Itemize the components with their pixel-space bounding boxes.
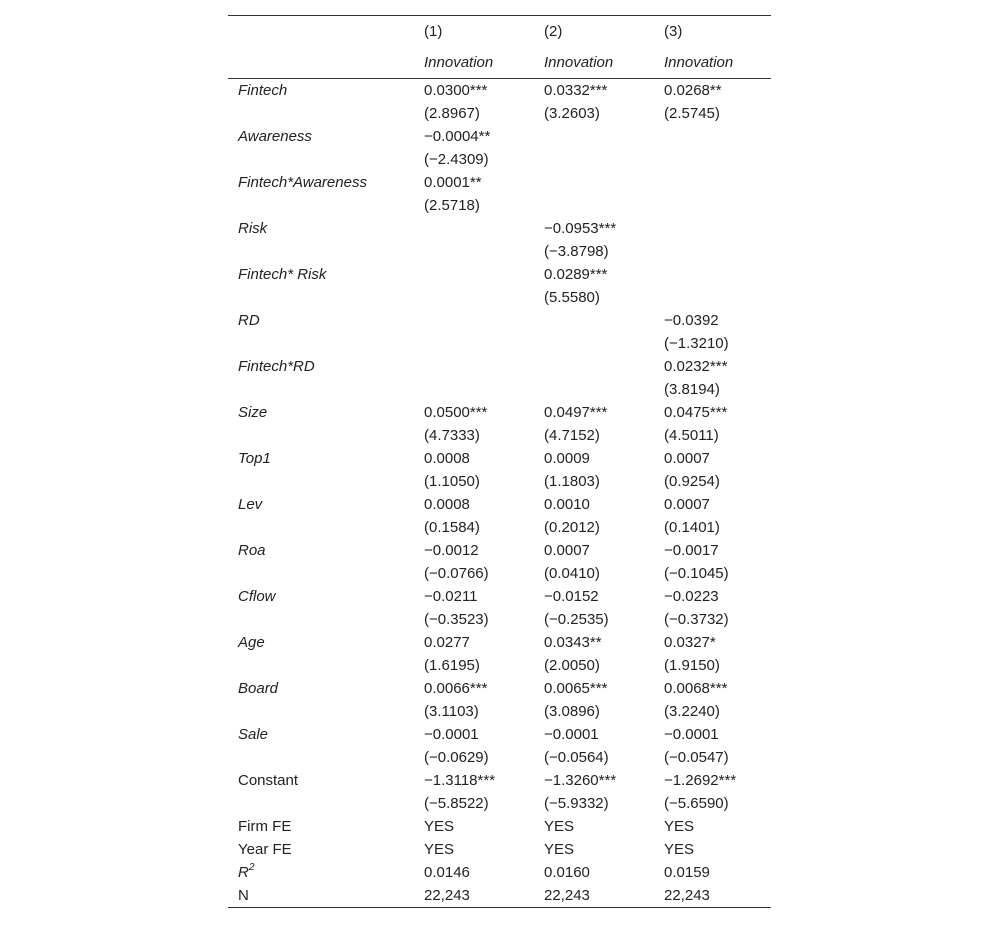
regression-table [228,15,771,908]
t-statistic-cell [411,332,531,355]
t-statistic-cell [651,194,771,217]
coefficient-cell: −0.0001 [664,726,719,743]
coefficient-row [228,447,771,470]
coefficient-cell [651,125,771,148]
t-statistic-cell: (−0.0547) [664,749,729,766]
t-statistic-row [228,332,771,355]
coefficient-cell: −1.3260*** [544,772,617,789]
footer-row-year-fe [228,838,771,861]
empty-label-cell [228,286,411,309]
observations-value: 22,243 [651,884,771,908]
t-statistic-row [228,654,771,677]
coefficient-row [228,677,771,700]
t-statistic-cell: (−5.8522) [424,795,489,812]
t-statistic-cell: (−1.3210) [664,335,729,352]
t-statistic-cell: (5.5580) [544,289,600,306]
t-statistic-cell: (0.1401) [664,519,720,536]
variable-label: Risk [238,220,268,237]
regression-table-container [228,15,771,908]
t-statistic-row [228,746,771,769]
coefficient-cell: −0.0001 [424,726,479,743]
t-statistic-row [228,148,771,171]
t-statistic-row [228,470,771,493]
t-statistic-cell: (1.9150) [664,657,720,674]
coefficient-cell: 0.0001** [424,174,482,191]
coefficient-cell: 0.0007 [544,542,590,559]
dependent-variable: Innovation [651,47,771,79]
coefficient-row [228,539,771,562]
variable-label: Roa [238,542,266,559]
t-statistic-cell: (2.5745) [664,105,720,122]
r-squared-value: 0.0146 [424,864,470,881]
coefficient-cell: 0.0066*** [424,680,488,697]
coefficient-cell [651,217,771,240]
t-statistic-cell: (−0.3732) [664,611,729,628]
variable-label: Board [238,680,279,697]
footer-row-firm-fe [228,815,771,838]
observations-value: 22,243 [531,884,651,908]
t-statistic-cell: (−0.0766) [424,565,489,582]
empty-label-cell [228,654,411,677]
fe-value: YES [664,841,695,858]
coefficient-cell [531,171,651,194]
t-statistic-cell: (1.6195) [424,657,480,674]
coefficient-cell: 0.0475*** [664,404,728,421]
empty-label-cell [228,746,411,769]
empty-label-cell [228,240,411,263]
coefficient-cell: −0.0211 [424,588,478,605]
t-statistic-cell [411,240,531,263]
t-statistic-row [228,516,771,539]
t-statistic-cell [531,148,651,171]
t-statistic-row [228,424,771,447]
variable-label: Size [238,404,268,421]
t-statistic-cell: (1.1050) [424,473,480,490]
coefficient-cell: 0.0007 [664,450,710,467]
t-statistic-cell: (−5.9332) [544,795,609,812]
coefficient-cell [651,263,771,286]
t-statistic-cell: (−5.6590) [664,795,729,812]
variable-label: Age [238,634,265,651]
coefficient-cell: 0.0289*** [544,266,608,283]
t-statistic-cell: (1.1803) [544,473,600,490]
variable-label: Fintech*Awareness [238,174,367,191]
coefficient-cell: 0.0008 [424,450,470,467]
t-statistic-row [228,792,771,815]
r-squared-label: R [238,864,249,881]
r-squared-value: 0.0159 [664,864,710,881]
coefficient-row [228,217,771,240]
empty-label-cell [228,378,411,401]
empty-label-cell [228,102,411,125]
t-statistic-cell: (3.8194) [664,381,720,398]
coefficient-cell: −0.0953*** [544,220,617,237]
t-statistic-cell: (0.0410) [544,565,600,582]
t-statistic-cell: (0.2012) [544,519,600,536]
coefficient-cell: 0.0010 [544,496,590,513]
empty-label-cell [228,608,411,631]
empty-label-cell [228,332,411,355]
coefficient-cell: −0.0152 [544,588,599,605]
coefficient-cell [411,309,531,332]
coefficient-cell: −1.3118*** [424,772,496,789]
coefficient-row [228,585,771,608]
t-statistic-row [228,378,771,401]
coefficient-row [228,309,771,332]
coefficient-cell: −0.0004** [424,128,491,145]
coefficient-cell: 0.0500*** [424,404,488,421]
coefficient-cell: 0.0009 [544,450,590,467]
footer-row-r-squared [228,861,771,884]
coefficient-cell: −0.0223 [664,588,719,605]
observations-value: 22,243 [411,884,531,908]
t-statistic-cell: (2.5718) [424,197,480,214]
t-statistic-cell: (−0.2535) [544,611,609,628]
variable-label: Sale [238,726,269,743]
coefficient-cell: 0.0300*** [424,82,488,99]
t-statistic-cell [531,194,651,217]
coefficient-cell [411,217,531,240]
coefficient-cell [411,355,531,378]
t-statistic-cell: (4.7333) [424,427,480,444]
t-statistic-row [228,194,771,217]
variable-label: Awareness [238,128,312,145]
coefficient-cell: 0.0008 [424,496,470,513]
t-statistic-cell: (3.1103) [424,703,479,720]
t-statistic-cell: (−0.3523) [424,611,489,628]
row-label [228,861,411,884]
variable-label: Fintech*RD [238,358,315,375]
variable-label: Lev [238,496,263,513]
coefficient-cell [531,355,651,378]
header-empty-cell [228,47,411,79]
coefficient-cell: 0.0497*** [544,404,608,421]
coefficient-row [228,125,771,148]
t-statistic-cell: (3.0896) [544,703,600,720]
empty-label-cell [228,148,411,171]
coefficient-cell: 0.0332*** [544,82,608,99]
header-empty-cell [228,16,411,48]
coefficient-cell: −0.0017 [664,542,719,559]
t-statistic-row [228,562,771,585]
column-number: (2) [531,16,651,48]
column-number: (3) [651,16,771,48]
t-statistic-cell [411,286,531,309]
column-number-row [228,16,771,48]
empty-label-cell [228,792,411,815]
t-statistic-cell: (2.8967) [424,105,480,122]
dependent-variable-row [228,47,771,79]
coefficient-cell: 0.0065*** [544,680,608,697]
t-statistic-cell: (−0.0564) [544,749,609,766]
fe-value: YES [424,818,455,835]
coefficient-cell [651,171,771,194]
coefficient-cell: 0.0343** [544,634,602,651]
coefficient-cell [531,309,651,332]
fe-value: YES [544,841,575,858]
variable-label: Cflow [238,588,276,605]
dependent-variable: Innovation [531,47,651,79]
t-statistic-cell: (0.9254) [664,473,720,490]
t-statistic-row [228,700,771,723]
t-statistic-cell [651,286,771,309]
t-statistic-cell: (−3.8798) [544,243,609,260]
t-statistic-cell: (−2.4309) [424,151,489,168]
empty-label-cell [228,562,411,585]
fe-value: YES [424,841,455,858]
coefficient-row [228,631,771,654]
coefficient-cell: 0.0232*** [664,358,728,375]
fe-value: YES [664,818,695,835]
t-statistic-cell: (2.0050) [544,657,600,674]
coefficient-row [228,723,771,746]
row-label: N [228,884,411,908]
r-squared-superscript: 2 [248,862,255,873]
t-statistic-row [228,240,771,263]
coefficient-cell: 0.0277 [424,634,470,651]
t-statistic-row [228,608,771,631]
coefficient-row [228,769,771,792]
coefficient-cell: −0.0392 [664,312,719,329]
coefficient-cell [531,125,651,148]
empty-label-cell [228,516,411,539]
variable-label: Fintech [238,82,288,99]
variable-label: Constant [238,772,299,789]
coefficient-cell: −0.0012 [424,542,479,559]
fe-value: YES [544,818,575,835]
r-squared-value: 0.0160 [544,864,590,881]
coefficient-cell: −0.0001 [544,726,599,743]
coefficient-row [228,493,771,516]
coefficient-cell: 0.0268** [664,82,722,99]
coefficient-cell [411,263,531,286]
t-statistic-row [228,286,771,309]
coefficient-row [228,263,771,286]
coefficient-cell: −1.2692*** [664,772,737,789]
t-statistic-cell [651,240,771,263]
column-number: (1) [411,16,531,48]
t-statistic-cell: (4.7152) [544,427,600,444]
t-statistic-cell: (3.2240) [664,703,720,720]
coefficient-cell: 0.0068*** [664,680,728,697]
coefficient-row [228,401,771,424]
t-statistic-row [228,102,771,125]
t-statistic-cell [531,332,651,355]
coefficient-cell: 0.0007 [664,496,710,513]
table-header [228,16,771,79]
t-statistic-cell [411,378,531,401]
variable-label: Fintech* Risk [238,266,327,283]
row-label: Firm FE [238,818,292,835]
variable-label: Top1 [238,450,271,467]
variable-label: RD [238,312,260,329]
footer-row-n [228,884,771,908]
table-body [228,79,771,908]
t-statistic-cell: (−0.1045) [664,565,729,582]
coefficient-row [228,355,771,378]
empty-label-cell [228,700,411,723]
dependent-variable: Innovation [411,47,531,79]
coefficient-row [228,171,771,194]
t-statistic-cell: (−0.0629) [424,749,489,766]
empty-label-cell [228,194,411,217]
empty-label-cell [228,424,411,447]
row-label: Year FE [238,841,292,858]
t-statistic-cell [651,148,771,171]
t-statistic-cell [531,378,651,401]
t-statistic-cell: (3.2603) [544,105,600,122]
t-statistic-cell: (0.1584) [424,519,480,536]
t-statistic-cell: (4.5011) [664,427,719,444]
coefficient-row [228,79,771,103]
empty-label-cell [228,470,411,493]
coefficient-cell: 0.0327* [664,634,716,651]
